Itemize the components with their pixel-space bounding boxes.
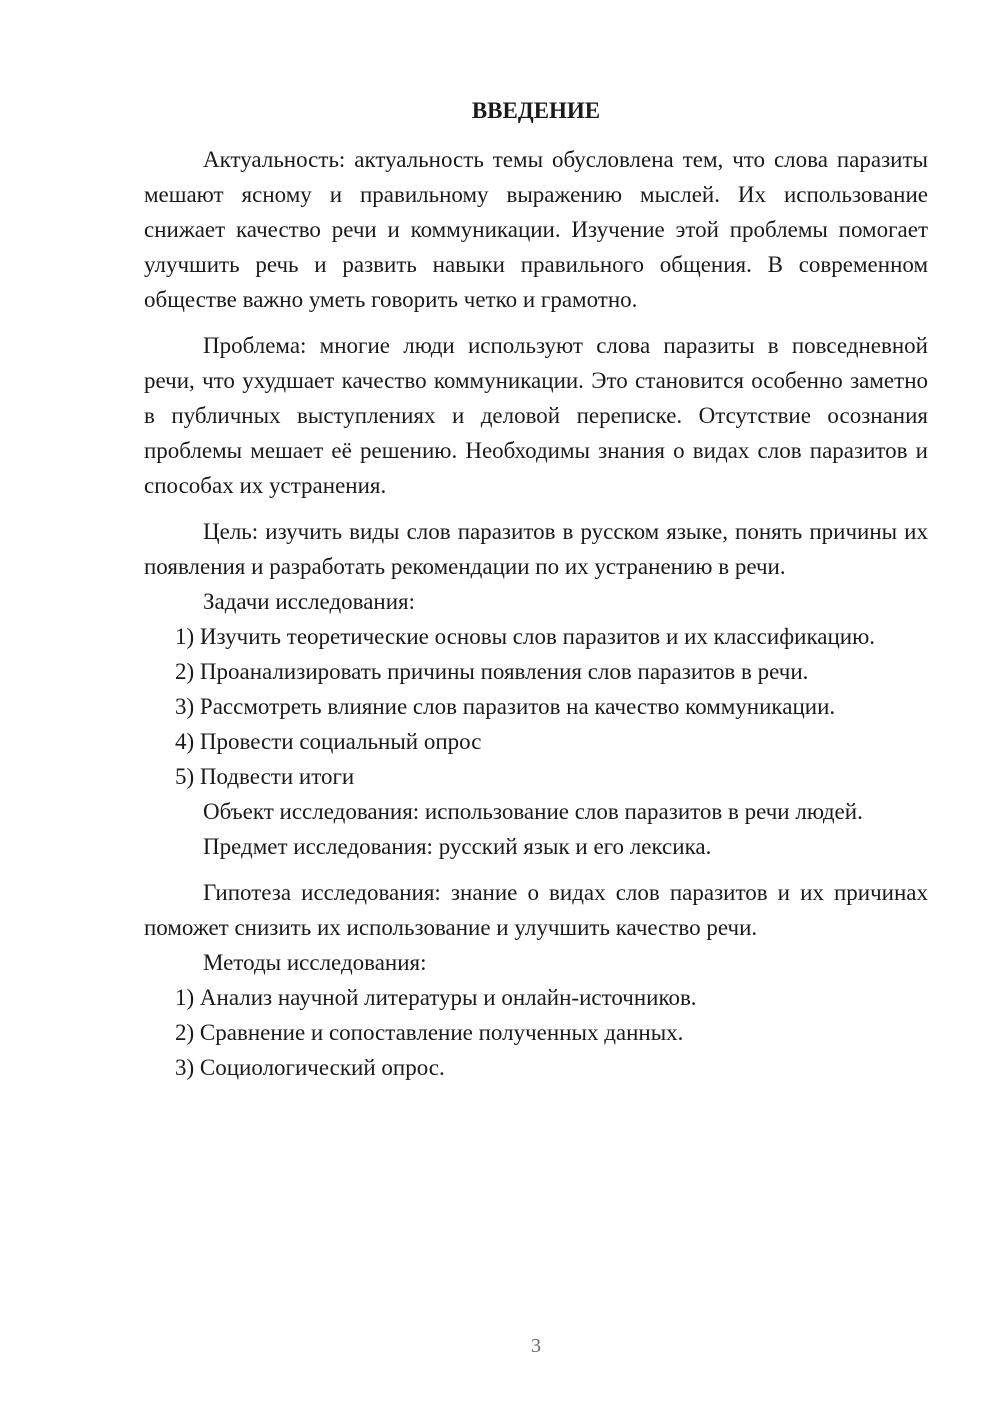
document-body — [144, 142, 928, 1085]
method-item-3: 3) Социологический опрос. — [175, 1055, 445, 1080]
task-item-4: 4) Провести социальный опрос — [175, 729, 482, 754]
relevance-paragraph: Актуальность: актуальность темы обусловлена тем, что слова паразиты мешают ясному и правильному выражению мыслей. Их использование снижает качество речи и коммуникации. Изучение этой проблемы помогает улучшить речь и развить навыки правильного общения. В современном обществе важно уметь говорить четко и грамотно. — [144, 147, 928, 312]
method-item-1: 1) Анализ научной литературы и онлайн-источников. — [175, 985, 697, 1010]
task-item-5: 5) Подвести итоги — [175, 764, 355, 789]
task-item-1: 1) Изучить теоретические основы слов паразитов и их классификацию. — [175, 624, 876, 649]
problem-paragraph: Проблема: многие люди используют слова паразиты в повседневной речи, что ухудшает качество коммуникации. Это становится особенно заметно в публичных выступлениях и деловой переписке. Отсутствие осознания проблемы мешает её решению. Необходимы знания о видах слов паразитов и способах их устранения. — [144, 333, 928, 498]
page-number: 3 — [531, 1335, 541, 1357]
tasks-heading: Задачи исследования: — [203, 589, 416, 614]
task-item-2: 2) Проанализировать причины появления слов паразитов в речи. — [175, 659, 809, 684]
object-paragraph: Объект исследования: использование слов паразитов в речи людей. — [203, 799, 863, 824]
subject-paragraph: Предмет исследования: русский язык и его лексика. — [203, 834, 712, 859]
task-item-3: 3) Рассмотреть влияние слов паразитов на качество коммуникации. — [175, 694, 836, 719]
methods-heading: Методы исследования: — [203, 950, 427, 975]
method-item-2: 2) Сравнение и сопоставление полученных данных. — [175, 1020, 684, 1045]
hypothesis-paragraph: Гипотеза исследования: знание о видах слов паразитов и их причинах поможет снизить их использование и улучшить качество речи. — [144, 880, 928, 940]
goal-paragraph: Цель: изучить виды слов паразитов в русском языке, понять причины их появления и разработать рекомендации по их устранению в речи. — [144, 519, 928, 579]
page-title: ВВЕДЕНИЕ — [471, 98, 601, 123]
